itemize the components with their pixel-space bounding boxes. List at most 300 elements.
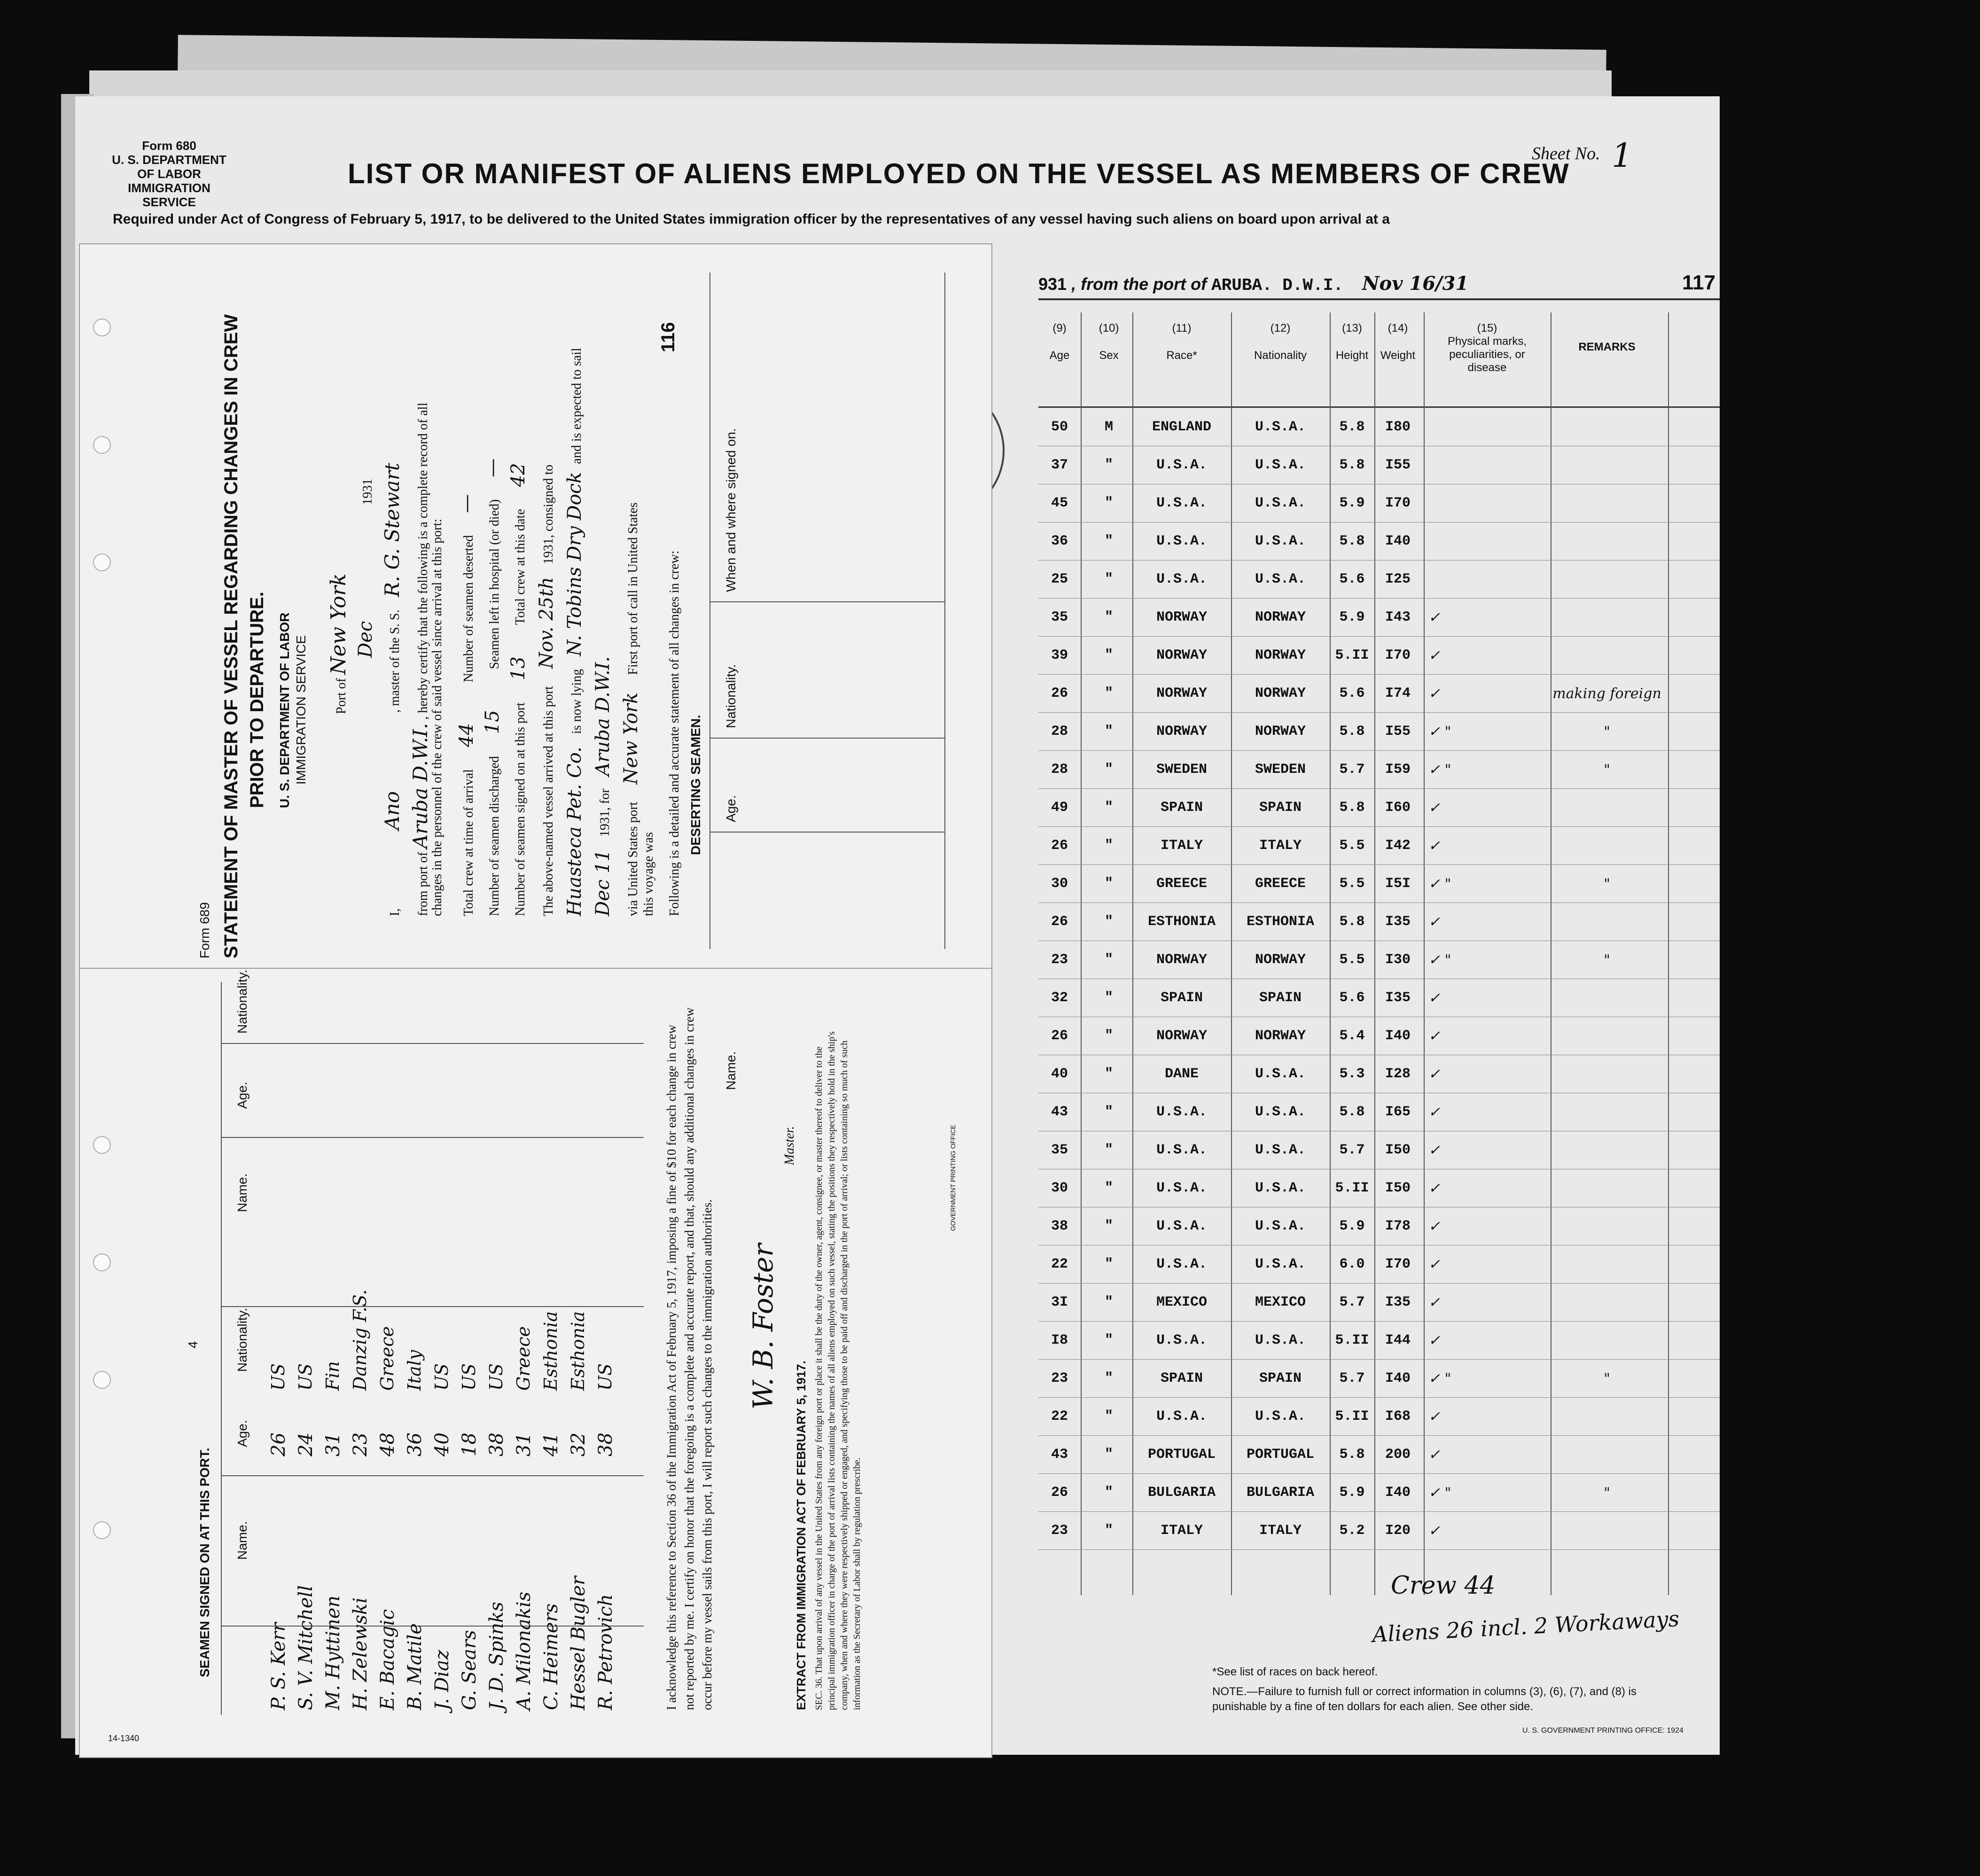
signed-on-page-number: 4: [186, 1341, 200, 1348]
deserting-heading: DESERTING SEAMEN.: [688, 715, 703, 855]
seaman-age: 38: [486, 1432, 507, 1456]
vessel-name: R. G. Stewart: [381, 463, 404, 597]
race-cell: PORTUGAL: [1147, 1447, 1216, 1463]
table-row: [1038, 523, 1790, 560]
nationality-cell: NORWAY: [1255, 609, 1306, 625]
physical-marks-cell: ✓: [1428, 990, 1441, 1006]
sex-cell: ": [1104, 1256, 1113, 1272]
seaman-age: 48: [377, 1432, 398, 1456]
height-cell: 5.5: [1339, 838, 1365, 854]
age-cell: 36: [1051, 533, 1068, 549]
race-cell: ITALY: [1160, 1523, 1203, 1539]
seaman-name: R. Petrovich: [595, 1594, 616, 1710]
nationality-cell: U.S.A.: [1255, 571, 1306, 587]
height-cell: 5.5: [1339, 952, 1365, 968]
age-cell: 30: [1051, 1180, 1068, 1196]
height-cell: 5.8: [1339, 457, 1365, 473]
age-cell: 35: [1051, 1142, 1068, 1158]
sex-cell: ": [1104, 1370, 1113, 1386]
seaman-name: P. S. Kerr: [268, 1622, 289, 1710]
text: I,: [388, 908, 402, 916]
desert-col-age: Age.: [724, 795, 738, 822]
nationality-cell: U.S.A.: [1255, 1218, 1306, 1234]
height-cell: 5.7: [1339, 1294, 1365, 1310]
table-row: [1038, 1284, 1790, 1322]
race-cell: SPAIN: [1160, 800, 1203, 816]
value: New York: [620, 692, 642, 785]
seaman-age: 40: [431, 1432, 453, 1456]
sex-cell: ": [1104, 1066, 1113, 1082]
weight-cell: I50: [1385, 1142, 1411, 1158]
seaman-name: G. Sears: [459, 1630, 480, 1710]
master-line: [381, 463, 404, 916]
sex-cell: ": [1104, 1332, 1113, 1348]
signed-col-nationality-2: Nationality.: [235, 969, 249, 1034]
sex-cell: ": [1104, 1104, 1113, 1120]
sex-cell: ": [1104, 724, 1113, 740]
statement-title-2: PRIOR TO DEPARTURE.: [247, 592, 267, 808]
row-rule: [1038, 750, 1720, 751]
table-row: [1038, 561, 1790, 599]
via-line: [620, 503, 642, 916]
table-row: [1038, 409, 1790, 446]
col-age: Age: [1049, 349, 1070, 362]
physical-marks-cell: ✓: [1428, 1180, 1441, 1197]
weight-cell: I59: [1385, 762, 1411, 778]
fold-line: [80, 968, 991, 969]
race-cell: U.S.A.: [1156, 495, 1208, 511]
seaman-age: 38: [595, 1432, 616, 1456]
weight-cell: I25: [1385, 571, 1411, 587]
table-row: [1038, 1018, 1790, 1055]
nationality-cell: U.S.A.: [1255, 1066, 1306, 1082]
weight-cell: I44: [1385, 1332, 1411, 1348]
nationality-cell: NORWAY: [1255, 685, 1306, 701]
row-rule: [1038, 674, 1720, 675]
label: via United States port: [626, 802, 640, 916]
seaman-nationality: Fin: [322, 1361, 343, 1391]
label: Number of seamen discharged: [487, 756, 502, 916]
height-cell: 5.6: [1339, 571, 1365, 587]
year-fragment: 931: [1038, 274, 1067, 294]
label: Number of seamen signed on at this port: [513, 702, 528, 916]
text: , hereby certify that the following is a complete record of all: [416, 402, 430, 720]
race-cell: U.S.A.: [1156, 457, 1208, 473]
race-cell: ESTHONIA: [1147, 914, 1216, 930]
signed-line: [507, 463, 529, 916]
seaman-nationality: US: [295, 1363, 316, 1391]
table-row: [1038, 1512, 1790, 1550]
weight-cell: I35: [1385, 990, 1411, 1006]
label: Total crew at time of arrival: [461, 769, 476, 916]
age-cell: 40: [1051, 1066, 1068, 1082]
table-row: [1038, 1132, 1790, 1169]
port-of-value: New York: [327, 573, 351, 675]
value: 42: [507, 463, 529, 487]
age-cell: 26: [1051, 1028, 1068, 1044]
sex-cell: M: [1104, 419, 1113, 435]
remarks-cell: making foreign: [1552, 685, 1661, 702]
seaman-nationality: Greece: [377, 1326, 398, 1391]
signed-col-age-2: Age.: [235, 1082, 249, 1109]
table-row: [1038, 827, 1790, 865]
age-cell: 23: [1051, 1370, 1068, 1386]
col-remarks: REMARKS: [1578, 341, 1636, 353]
manifest-subtitle: Required under Act of Congress of February 5, 1917, to be delivered to the United States immigration officer by the representatives of any vessel having such aliens on board upon arrival at a: [113, 211, 1390, 227]
nationality-cell: NORWAY: [1255, 952, 1306, 968]
table-row: [1038, 1056, 1790, 1093]
sex-cell: ": [1104, 762, 1113, 778]
seaman-name: B. Matile: [404, 1623, 426, 1710]
height-cell: 5.9: [1339, 1485, 1365, 1501]
nationality-cell: NORWAY: [1255, 1028, 1306, 1044]
race-cell: SPAIN: [1160, 1370, 1203, 1386]
nationality-cell: U.S.A.: [1255, 495, 1306, 511]
number-116: 116: [658, 322, 678, 352]
punch-hole: [94, 437, 110, 453]
height-cell: 5.8: [1339, 724, 1365, 740]
value: —: [456, 494, 477, 513]
race-cell: DANE: [1164, 1066, 1199, 1082]
nationality-cell: U.S.A.: [1255, 1256, 1306, 1272]
statement-form-number: Form 689: [197, 902, 212, 958]
sex-cell: ": [1104, 914, 1113, 930]
sex-cell: ": [1104, 609, 1113, 625]
physical-marks-cell: ✓: [1428, 1218, 1441, 1235]
extract-heading: EXTRACT FROM IMMIGRATION ACT OF FEBRUARY 5, 1917.: [794, 1361, 808, 1710]
race-cell: U.S.A.: [1156, 1104, 1208, 1120]
agency-name: U. S. DEPARTMENT OF LABOR: [112, 153, 226, 181]
col-no: (9): [1052, 322, 1067, 335]
master-signature: W. B. Foster: [747, 1244, 779, 1409]
punch-hole: [94, 1254, 110, 1270]
label: First port of call in United States: [626, 502, 640, 675]
sex-cell: ": [1104, 838, 1113, 854]
weight-cell: I40: [1385, 1028, 1411, 1044]
weight-cell: I65: [1385, 1104, 1411, 1120]
statement-agency: U. S. DEPARTMENT OF LABOR: [277, 612, 292, 808]
race-cell: U.S.A.: [1156, 1180, 1208, 1196]
signed-col-nationality: Nationality.: [235, 1308, 249, 1372]
text: , master of the: [388, 637, 402, 713]
value: 15: [482, 710, 503, 734]
table-row: [1038, 1398, 1790, 1436]
age-cell: 23: [1051, 952, 1068, 968]
physical-marks-cell: ✓: [1428, 685, 1441, 702]
height-cell: 5.9: [1339, 609, 1365, 625]
nationality-cell: BULGARIA: [1246, 1485, 1315, 1501]
age-cell: 3I: [1051, 1294, 1068, 1310]
nationality-cell: SPAIN: [1259, 800, 1302, 816]
col-no: (15): [1477, 322, 1497, 335]
sail-line: [592, 656, 614, 916]
height-cell: 5.II: [1335, 647, 1369, 663]
table-line: [709, 738, 944, 739]
table-row: [1038, 1360, 1790, 1398]
signed-on-list: [258, 987, 644, 1720]
value: Dec 11: [592, 849, 614, 916]
col-no: (14): [1388, 322, 1408, 335]
height-cell: 5.3: [1339, 1066, 1365, 1082]
sex-cell: ": [1104, 1142, 1113, 1158]
sex-cell: ": [1104, 1485, 1113, 1501]
physical-marks-cell: ✓: [1428, 1523, 1441, 1539]
age-cell: 35: [1051, 609, 1068, 625]
discharged-line: [482, 459, 503, 916]
col-race: Race*: [1166, 349, 1197, 362]
row-rule: [1038, 1283, 1720, 1284]
seaman-nationality: Greece: [513, 1326, 534, 1391]
row-rule: [1038, 864, 1720, 865]
sex-cell: ": [1104, 1523, 1113, 1539]
weight-cell: I35: [1385, 914, 1411, 930]
row-rule: [1038, 636, 1720, 637]
weight-cell: I80: [1385, 419, 1411, 435]
age-cell: I8: [1051, 1332, 1068, 1348]
physical-marks-cell: ✓ ": [1428, 952, 1451, 968]
race-cell: U.S.A.: [1156, 571, 1208, 587]
table-row: [1038, 1474, 1790, 1512]
height-cell: 5.9: [1339, 1218, 1365, 1234]
row-rule: [1038, 1511, 1720, 1512]
race-cell: U.S.A.: [1156, 1256, 1208, 1272]
label: 1931, consigned to: [541, 464, 556, 565]
physical-marks-cell: ✓ ": [1428, 1485, 1451, 1501]
sheet-number: 1: [1612, 136, 1633, 175]
physical-marks-cell: ✓: [1428, 609, 1441, 626]
physical-marks-cell: ✓: [1428, 1447, 1441, 1463]
physical-marks-cell: ✓: [1428, 1142, 1441, 1159]
from-port-value: Aruba D.W.I.: [409, 723, 432, 849]
age-cell: 26: [1051, 685, 1068, 701]
height-cell: 5.8: [1339, 1447, 1365, 1463]
seaman-age: 32: [568, 1432, 589, 1456]
weight-cell: I68: [1385, 1409, 1411, 1425]
sex-cell: ": [1104, 457, 1113, 473]
sex-cell: ": [1104, 1218, 1113, 1234]
weight-cell: I70: [1385, 647, 1411, 663]
nationality-cell: NORWAY: [1255, 724, 1306, 740]
height-cell: 5.4: [1339, 1028, 1365, 1044]
row-rule: [1038, 1359, 1720, 1360]
statement-form: [80, 244, 991, 1757]
footnote-races: *See list of races on back hereof.: [1212, 1666, 1378, 1678]
table-row: [1038, 447, 1790, 484]
seaman-name: M. Hyttinen: [322, 1595, 344, 1710]
master-name: Ano: [381, 791, 404, 830]
row-rule: [1038, 712, 1720, 713]
weight-cell: I74: [1385, 685, 1411, 701]
height-cell: 5.II: [1335, 1180, 1369, 1196]
changes-line: changes in the personnel of the crew of said vessel since arrival at this port:: [430, 519, 444, 916]
seaman-name: E. Bacagic: [377, 1609, 398, 1710]
table-row: [1038, 1322, 1790, 1360]
weight-cell: I50: [1385, 1180, 1411, 1196]
table-line: [944, 272, 945, 949]
from-port-label: , from the port of: [1071, 274, 1207, 294]
height-cell: 5.8: [1339, 533, 1365, 549]
seaman-name: S. V. Mitchell: [295, 1585, 317, 1710]
nationality-cell: PORTUGAL: [1246, 1447, 1315, 1463]
height-cell: 5.7: [1339, 1370, 1365, 1386]
table-line: [709, 272, 710, 949]
weight-cell: 200: [1385, 1447, 1411, 1463]
sex-cell: ": [1104, 533, 1113, 549]
height-cell: 5.6: [1339, 990, 1365, 1006]
nationality-cell: SPAIN: [1259, 1370, 1302, 1386]
value: —: [482, 458, 503, 477]
physical-marks-cell: ✓: [1428, 1294, 1441, 1311]
col-physical-marks: Physical marks, peculiarities, or disease: [1447, 335, 1527, 374]
race-cell: NORWAY: [1156, 952, 1208, 968]
signed-col-name-2: Name.: [235, 1173, 249, 1212]
race-cell: NORWAY: [1156, 1028, 1208, 1044]
physical-marks-cell: ✓: [1428, 1256, 1441, 1273]
page-number: 117: [1682, 271, 1715, 294]
voyage-line: this voyage was: [641, 832, 656, 916]
race-cell: U.S.A.: [1156, 1218, 1208, 1234]
col-no: (12): [1270, 322, 1291, 335]
race-cell: ITALY: [1160, 838, 1203, 854]
age-cell: 28: [1051, 724, 1068, 740]
age-cell: 25: [1051, 571, 1068, 587]
statement-service: IMMIGRATION SERVICE: [294, 635, 308, 785]
table-row: [1038, 903, 1790, 941]
label: Total crew at this date: [513, 509, 528, 625]
row-rule: [1038, 788, 1720, 789]
nationality-cell: U.S.A.: [1255, 1142, 1306, 1158]
col-no: (11): [1172, 322, 1192, 335]
seaman-name: C. Heimers: [540, 1603, 562, 1710]
punch-hole: [94, 1137, 110, 1153]
height-cell: 5.8: [1339, 419, 1365, 435]
seaman-age: 18: [459, 1432, 480, 1456]
physical-marks-cell: ✓ ": [1428, 876, 1451, 892]
physical-marks-cell: ✓ ": [1428, 1370, 1451, 1387]
label: Number of seamen deserted: [461, 535, 476, 683]
height-cell: 6.0: [1339, 1256, 1365, 1272]
date-value: Dec: [355, 621, 376, 658]
sex-cell: ": [1104, 571, 1113, 587]
physical-marks-cell: ✓: [1428, 838, 1441, 854]
consignee-line: [564, 348, 585, 916]
weight-cell: I70: [1385, 1256, 1411, 1272]
physical-marks-cell: ✓: [1428, 1332, 1441, 1349]
seaman-age: 31: [513, 1432, 535, 1456]
nationality-cell: SPAIN: [1259, 990, 1302, 1006]
seaman-age: 36: [404, 1432, 426, 1456]
age-cell: 37: [1051, 457, 1068, 473]
physical-marks-cell: ✓: [1428, 1066, 1441, 1082]
punch-hole: [94, 1372, 110, 1388]
remarks-cell: ": [1604, 876, 1610, 892]
seaman-nationality: US: [595, 1363, 616, 1391]
col-height: Height: [1335, 349, 1369, 362]
value: Nov. 25th: [536, 577, 557, 669]
height-cell: 5.9: [1339, 495, 1365, 511]
nationality-cell: NORWAY: [1255, 647, 1306, 663]
seaman-nationality: US: [486, 1363, 507, 1391]
signed-col-age: Age.: [235, 1420, 249, 1447]
from-port-line: [409, 403, 432, 916]
age-cell: 50: [1051, 419, 1068, 435]
acknowledgment: I acknowledge this reference to Section 36 of the Immigration Act of February 5, 1917, imposing a fine of $10 for each change in crew not reported by me. I certify on honor that the foregoing is a complete and accurate report, and that, should any additional changes in crew occur before my vessel sails from this port, I will report such changes to the immigration authorities.: [664, 1007, 714, 1710]
table-line: [709, 601, 944, 602]
seaman-nationality: Esthonia: [568, 1311, 588, 1391]
weight-cell: I55: [1385, 724, 1411, 740]
race-cell: NORWAY: [1156, 609, 1208, 625]
table-row: [1038, 1170, 1790, 1207]
desert-col-when: When and where signed on.: [724, 428, 738, 592]
value: 44: [456, 723, 477, 747]
nationality-cell: SWEDEN: [1255, 762, 1306, 778]
weight-cell: I30: [1385, 952, 1411, 968]
remarks-cell: ": [1604, 952, 1610, 968]
punch-hole: [94, 319, 110, 335]
sex-cell: ": [1104, 1447, 1113, 1463]
seaman-age: 23: [350, 1432, 371, 1456]
race-cell: GREECE: [1156, 876, 1208, 892]
statement-title: STATEMENT OF MASTER OF VESSEL REGARDING CHANGES IN CREW: [221, 314, 242, 958]
age-cell: 38: [1051, 1218, 1068, 1234]
row-rule: [1038, 1473, 1720, 1474]
col-no: (10): [1099, 322, 1119, 335]
nationality-cell: U.S.A.: [1255, 1104, 1306, 1120]
arrival-date: Nov 16/31: [1362, 272, 1469, 295]
signed-on-heading: SEAMEN SIGNED ON AT THIS PORT.: [197, 1448, 212, 1677]
signed-col-name: Name.: [235, 1521, 249, 1560]
from-port: ARUBA. D.W.I.: [1211, 276, 1343, 295]
weight-cell: I40: [1385, 1485, 1411, 1501]
statement-code: 14-1340: [108, 1734, 140, 1743]
table-row: [1038, 485, 1790, 522]
sex-cell: ": [1104, 1409, 1113, 1425]
remarks-cell: ": [1604, 1485, 1610, 1501]
seaman-name: H. Zelewski: [350, 1597, 371, 1710]
nationality-cell: U.S.A.: [1255, 1409, 1306, 1425]
weight-cell: I28: [1385, 1066, 1411, 1082]
age-cell: 43: [1051, 1447, 1068, 1463]
sex-cell: ": [1104, 800, 1113, 816]
seaman-age: 26: [268, 1432, 289, 1456]
port-line: [1038, 272, 1468, 295]
height-cell: 5.8: [1339, 914, 1365, 930]
race-cell: BULGARIA: [1147, 1485, 1216, 1501]
header-rule: [1038, 298, 1720, 300]
nationality-cell: U.S.A.: [1255, 1180, 1306, 1196]
weight-cell: I40: [1385, 533, 1411, 549]
seaman-nationality: Esthonia: [540, 1311, 561, 1391]
table-row: [1038, 751, 1790, 789]
height-cell: 5.8: [1339, 800, 1365, 816]
value: Huasteca Pet. Co.: [564, 747, 585, 916]
sex-cell: ": [1104, 647, 1113, 663]
desert-col-nationality: Nationality.: [724, 664, 738, 728]
table-row: [1038, 599, 1790, 637]
weight-cell: I60: [1385, 800, 1411, 816]
seaman-age: 41: [540, 1432, 562, 1456]
sex-cell: ": [1104, 495, 1113, 511]
extract-text: SEC. 36. That upon arrival of any vessel in the United States from any foreign port or place it shall be the duty of the owner, agent, consignee, or master thereof to deliver to the principal immigration officer in charge of the port of arrival lists containing the names of all aliens employed on such vessel, stating the positions they respectively hold in the ship's company, when and where they were respectively shipped or engaged, and specifying those to be paid off and discharged in the port of arrival; or lists containing so much of such information as the Secretary of Labor shall by regulation prescribe.: [814, 1031, 862, 1710]
physical-marks-cell: ✓ ": [1428, 762, 1451, 778]
age-cell: 26: [1051, 914, 1068, 930]
age-cell: 26: [1051, 1485, 1068, 1501]
table-row: [1038, 1246, 1790, 1284]
aliens-total-note: Aliens 26 incl. 2 Workaways: [1372, 1605, 1680, 1648]
seaman-age: 24: [295, 1432, 317, 1456]
seaman-nationality: US: [431, 1363, 452, 1391]
col-nationality: Nationality: [1254, 349, 1307, 362]
